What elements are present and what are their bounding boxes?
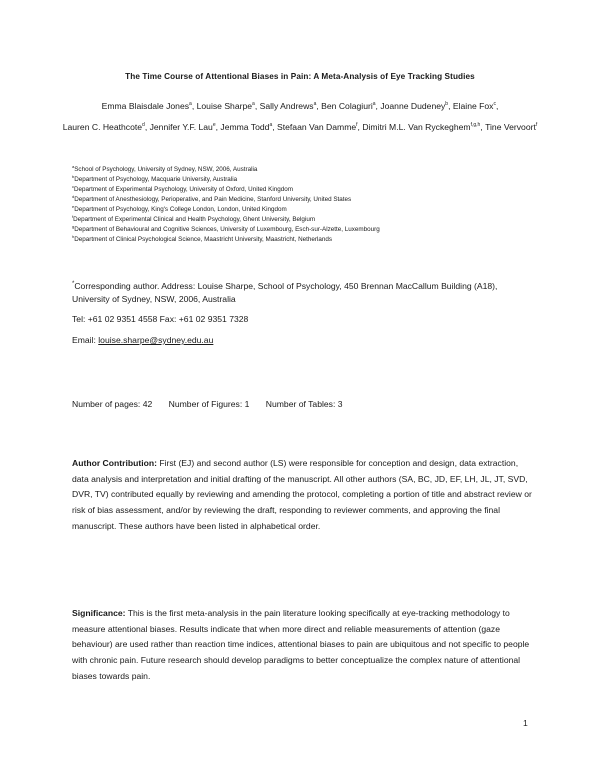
corresponding-address: Corresponding author. Address: Louise Sharpe, School of Psychology, 450 Brennan MacCallum Building (A18), University of Sydney, NSW, 2006, Australia	[72, 280, 498, 305]
author-name	[321, 101, 380, 111]
affiliation-marker: e	[72, 204, 75, 209]
author-name	[260, 101, 322, 111]
author-affiliation-marker: e	[212, 122, 216, 128]
affiliation-text: Department of Clinical Psychological Science, Maastricht University, Maastricht, Netherlands	[74, 236, 333, 243]
author-name	[380, 101, 453, 111]
author-separator: ,	[480, 122, 486, 132]
author-separator: ,	[191, 101, 197, 111]
affiliation-text: Department of Psychology, King's College London, London, United Kingdom	[74, 206, 287, 213]
author-name	[453, 101, 499, 111]
author-separator: ,	[254, 101, 260, 111]
author-separator: ,	[215, 122, 221, 132]
email-link[interactable]: louise.sharpe@sydney.edu.au	[98, 335, 214, 345]
affiliation-marker: d	[72, 194, 75, 199]
affiliation-text: Department of Experimental Psychology, University of Oxford, United Kingdom	[74, 186, 293, 193]
author-contribution	[72, 456, 534, 535]
affiliation-item	[72, 165, 542, 175]
author-separator: ,	[144, 122, 150, 132]
significance-heading: Significance:	[72, 608, 126, 618]
affiliation-text: Department of Behavioural and Cognitive Sciences, University of Luxembourg, Esch-sur-Alzette, Luxembourg	[74, 226, 380, 233]
affiliation-marker: h	[72, 234, 75, 239]
corresponding-author	[72, 278, 532, 307]
author-name	[485, 122, 537, 132]
author-name-text: Lauren C. Heathcote	[62, 122, 143, 132]
author-affiliation-marker: f,g,h	[470, 122, 481, 128]
affiliation-marker: b	[72, 174, 75, 179]
author-name	[102, 101, 197, 111]
author-name	[150, 122, 221, 132]
author-affiliation-marker: c	[493, 101, 496, 107]
author-list	[60, 96, 540, 138]
email-label: Email:	[72, 335, 99, 345]
significance-text: This is the first meta-analysis in the pain literature looking specifically at eye-tracking methodology to measure attentional biases. Results indicate that when more direct and reliable measurements of attention (gaze behaviour) are used rather than reaction time indices, attentional biases to pain are ubiquitous and not specific to people with chronic pain. Future research should develop paradigms to better conceptualize the complex nature of attentional biases towards pain.	[72, 608, 530, 681]
table-count: Number of Tables: 3	[265, 399, 343, 409]
author-name-text: Sally Andrews	[259, 101, 314, 111]
phone-fax: Tel: +61 02 9351 4558 Fax: +61 02 9351 7328	[72, 314, 249, 324]
page-number: 1	[523, 718, 528, 728]
author-name-text: Jennifer Y.F. Lau	[149, 122, 213, 132]
affiliation-item	[72, 195, 542, 205]
significance	[72, 606, 534, 685]
author-name-text: Emma Blaisdale Jones	[101, 101, 190, 111]
author-affiliation-marker: a	[372, 101, 376, 107]
author-name-text: Tine Vervoort	[485, 122, 536, 132]
affiliation-item	[72, 235, 542, 245]
affiliation-list	[72, 165, 542, 245]
author-name	[277, 122, 362, 132]
affiliation-item	[72, 175, 542, 185]
affiliation-marker: f	[72, 214, 74, 219]
author-name	[220, 122, 277, 132]
affiliation-item	[72, 185, 542, 195]
author-name-text: Joanne Dudeney	[380, 101, 446, 111]
author-affiliation-marker: a	[252, 101, 255, 107]
corresponding-marker: *	[72, 281, 75, 287]
author-affiliation-marker: f	[356, 122, 358, 128]
affiliation-item	[72, 205, 542, 215]
affiliation-marker: c	[72, 184, 74, 189]
affiliation-item	[72, 215, 542, 225]
author-separator: ,	[316, 101, 322, 111]
author-separator: ,	[495, 101, 499, 111]
email-line	[72, 335, 213, 345]
author-separator: ,	[375, 101, 381, 111]
affiliation-text: Department of Experimental Clinical and Health Psychology, Ghent University, Belgium	[73, 216, 316, 223]
author-affiliation-marker: a	[189, 101, 192, 107]
manuscript-counts	[72, 399, 357, 409]
author-name	[63, 122, 150, 132]
author-contribution-text: First (EJ) and second author (LS) were responsible for conception and design, data extraction, data analysis and interpretation and initial drafting of the manuscript. All other authors (SA, BC, JD, EF, LH, JL, JT, SVD, DVR, TV) contributed equally by reviewing and amending the protocol, completing a portion of title and abstract review or risk of bias assessment, and/or by reviewing the draft, responding to reviewer comments, and approving the final manuscript. These authors have been listed in alphabetical order.	[72, 458, 532, 531]
author-name-text: Ben Colagiuri	[321, 101, 373, 111]
author-name-text: Dimitri M.L. Van Ryckeghem	[362, 122, 471, 132]
author-name-text: Elaine Fox	[452, 101, 494, 111]
author-name-text: Stefaan Van Damme	[277, 122, 357, 132]
affiliation-text: Department of Anesthesiology, Perioperative, and Pain Medicine, Stanford University, United States	[74, 196, 352, 203]
author-separator: ,	[272, 122, 277, 132]
author-separator: ,	[357, 122, 363, 132]
author-affiliation-marker: b	[445, 101, 449, 107]
author-affiliation-marker: f	[535, 122, 538, 128]
affiliation-item	[72, 225, 542, 235]
author-contribution-heading: Author Contribution:	[72, 458, 157, 468]
affiliation-text: Department of Psychology, Macquarie University, Australia	[74, 176, 238, 183]
author-name	[362, 122, 485, 132]
author-name-text: Jemma Todd	[220, 122, 270, 132]
author-affiliation-marker: d	[142, 122, 145, 128]
affiliation-marker: g	[72, 224, 75, 229]
figure-count: Number of Figures: 1	[168, 399, 250, 409]
author-separator: ,	[448, 101, 453, 111]
author-name-text: Louise Sharpe	[196, 101, 253, 111]
paper-title: The Time Course of Attentional Biases in Pain: A Meta-Analysis of Eye Tracking Studies	[125, 72, 475, 81]
affiliation-text: School of Psychology, University of Sydney, NSW, 2006, Australia	[74, 166, 258, 173]
author-affiliation-marker: a	[313, 101, 317, 107]
page-count: Number of pages: 42	[72, 399, 153, 409]
affiliation-marker: a	[72, 164, 75, 169]
author-name	[197, 101, 260, 111]
author-affiliation-marker: a	[269, 122, 273, 128]
